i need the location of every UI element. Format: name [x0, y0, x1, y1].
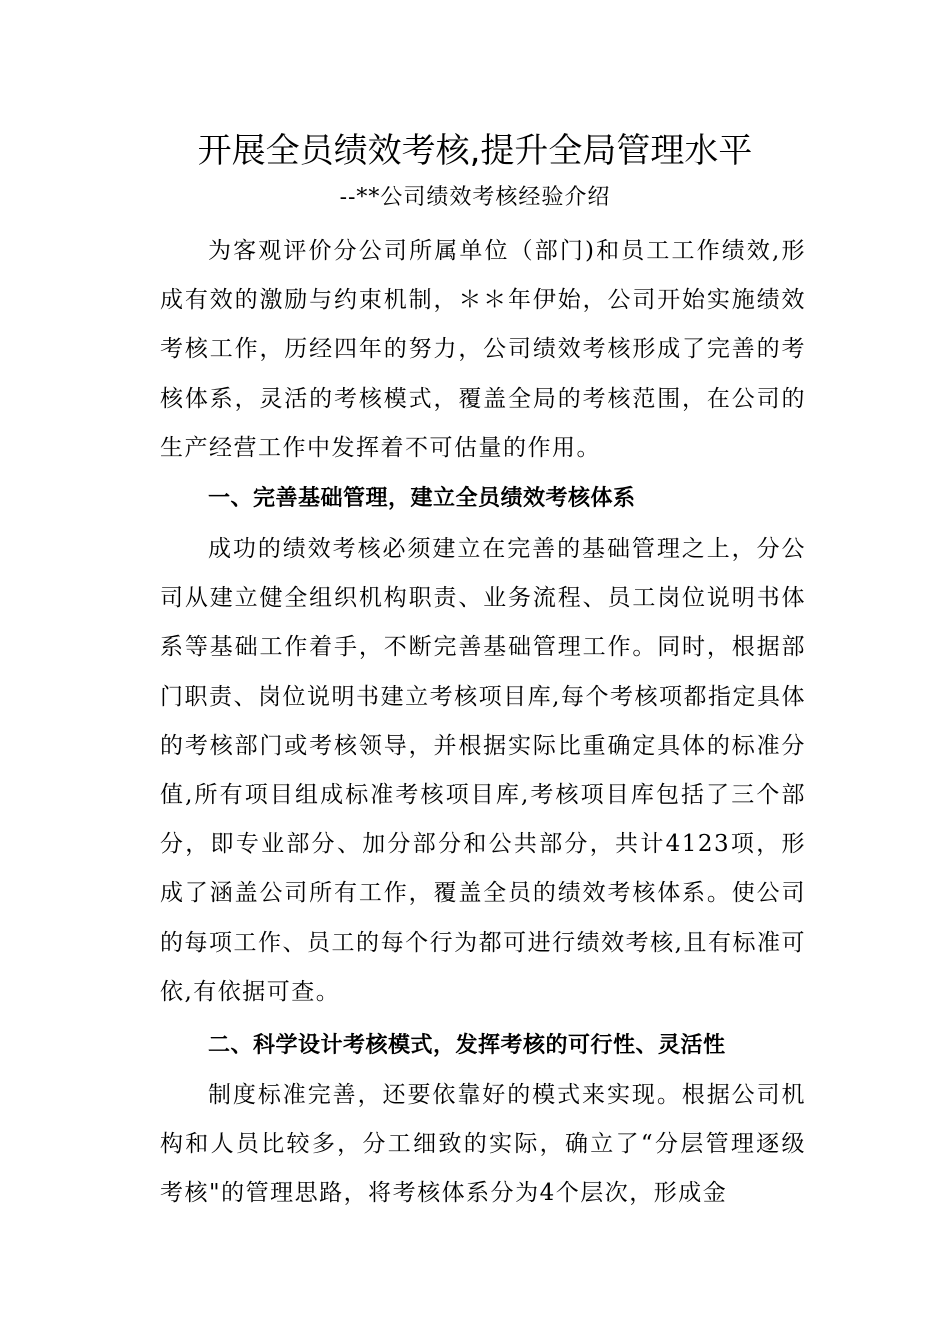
section-2-heading: 二、科学设计考核模式，发挥考核的可行性、灵活性: [208, 1033, 726, 1058]
document-subtitle: --**公司绩效考核经验介绍: [339, 185, 611, 210]
section-1-body-block: [160, 525, 806, 1017]
intro-block: [160, 227, 806, 473]
section-1-paragraph: 成功的绩效考核必须建立在完善的基础管理之上，分公司从建立健全组织机构职责、业务流程、员工岗位说明书体系等基础工作着手，不断完善基础管理工作。同时，根据部门职责、岗位说明书建立考核项目库,每个考核项都指定具体的考核部门或考核领导，并根据实际比重确定具体的标准分值,所有项目组成标准考核项目库,考核项目库包括了三个部分，即专业部分、加分部分和公共部分，共计4123项，形成了涵盖公司所有工作，覆盖全员的绩效考核体系。使公司的每项工作、员工的每个行为都可进行绩效考核,且有标准可依,有依据可查。: [160, 536, 806, 1005]
section-2-body-block: [160, 1071, 806, 1219]
section-1-heading: 一、完善基础管理，建立全员绩效考核体系: [208, 486, 636, 511]
section-1: [160, 474, 806, 523]
intro-paragraph: 为客观评价分公司所属单位（部门)和员工工作绩效,形成有效的激励与约束机制，＊＊年伊始，公司开始实施绩效考核工作，历经四年的努力，公司绩效考核形成了完善的考核体系，灵活的考核模式，覆盖全局的考核范围，在公司的生产经营工作中发挥着不可估量的作用。: [160, 238, 806, 461]
section-2: [160, 1021, 806, 1070]
document-title: 开展全员绩效考核,提升全局管理水平: [197, 131, 753, 171]
section-2-paragraph: 制度标准完善，还要依靠好的模式来实现。根据公司机构和人员比较多，分工细致的实际，确立了“分层管理逐级考核"的管理思路，将考核体系分为4个层次，形成金: [160, 1082, 806, 1207]
